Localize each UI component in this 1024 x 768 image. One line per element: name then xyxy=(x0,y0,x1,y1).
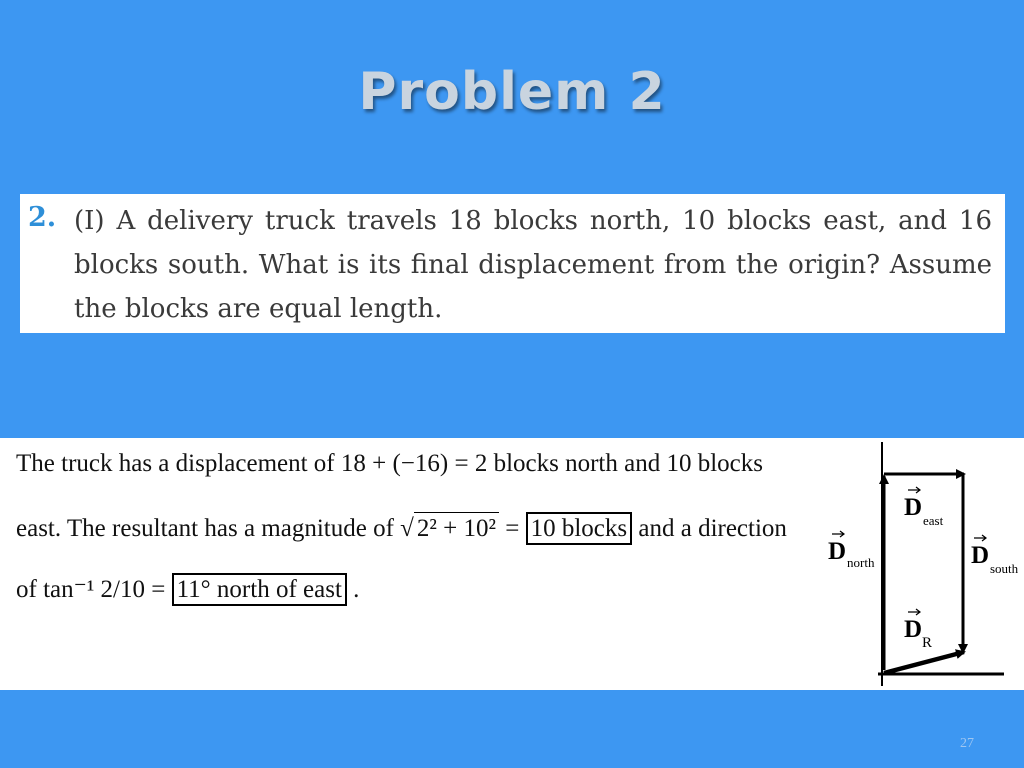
sqrt-symbol: √ xyxy=(400,515,414,542)
problem-box xyxy=(20,194,1005,333)
resultant-vector-arrow xyxy=(884,652,964,673)
equals-sign: = xyxy=(498,515,526,542)
magnitude-answer: 10 blocks xyxy=(526,512,633,545)
vector-arrow-east-icon xyxy=(908,487,920,493)
solution-line-2-text: east. The resultant has a magnitude of xyxy=(16,515,401,542)
label-d-north: D xyxy=(828,538,847,565)
sub-r: R xyxy=(922,635,933,651)
sub-east: east xyxy=(923,513,944,528)
solution-box xyxy=(0,438,1024,690)
page-number: 27 xyxy=(960,736,974,751)
solution-line-2-end: and a direction xyxy=(632,515,787,542)
problem-number: 2. xyxy=(28,202,57,233)
solution-line-3-end: . xyxy=(346,576,360,603)
radicand: 2² + 10² xyxy=(414,512,499,543)
solution-line-3 xyxy=(16,574,359,604)
slide-title: Problem 2 xyxy=(358,62,666,122)
solution-line-3-text: of tan⁻¹ 2/10 = xyxy=(16,576,172,603)
vector-arrow-r-icon xyxy=(908,609,920,615)
solution-line-1-text: The truck has a displacement of 18 + (−16) = 2 blocks north and 10 blocks xyxy=(16,450,763,477)
label-d-r: D xyxy=(904,616,923,643)
direction-answer: 11° north of east xyxy=(172,573,347,606)
vector-arrow-north-icon xyxy=(832,531,844,537)
vector-diagram xyxy=(820,438,1024,690)
sub-north: north xyxy=(847,555,875,570)
label-d-south: D xyxy=(971,542,990,569)
problem-text: (I) A delivery truck travels 18 blocks north, 10 blocks east, and 16 blocks south. What is its final displacement from the origin? Assume the blocks are equal length. xyxy=(74,206,992,324)
solution-line-1 xyxy=(16,450,763,478)
vector-arrow-south-icon xyxy=(974,535,986,541)
label-d-east: D xyxy=(904,494,923,521)
sub-south: south xyxy=(990,561,1019,576)
solution-line-2 xyxy=(16,512,787,543)
